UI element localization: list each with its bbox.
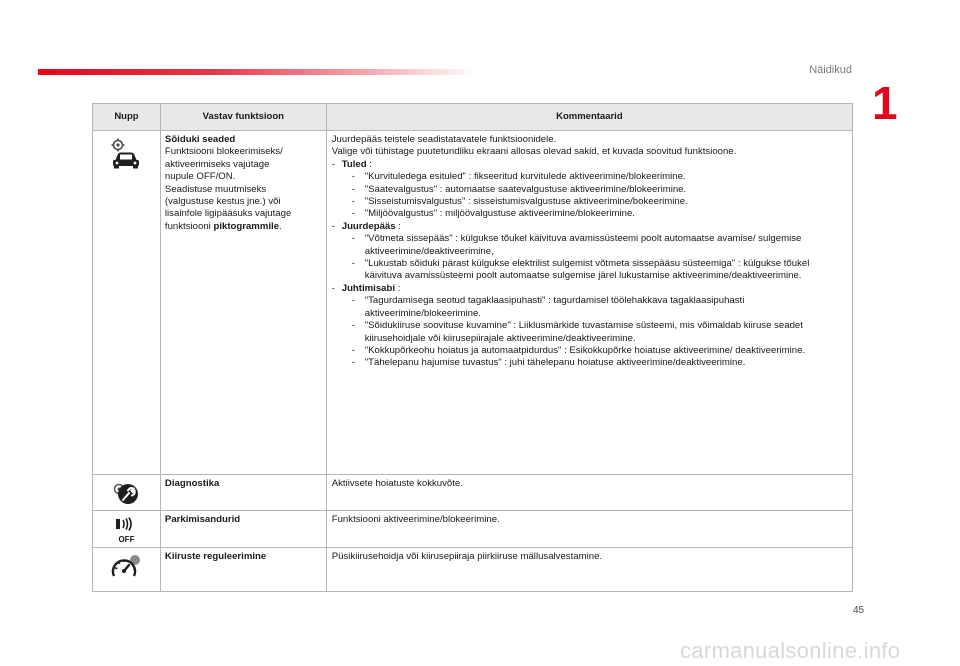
- comment-text: Püsikiirusehoidja või kiirusepiiraja piirkiiruse mällusalvestamine.: [331, 551, 603, 563]
- group-item: - "Sõidukiiruse soovituse kuvamine" : Liiklusmärkide tuvastamise süsteemi, mis võimaldab kiiruse seadet kiirusehoidjale või kiirusepiirajale aktiveerimine/deaktiveerimine.: [352, 320, 844, 345]
- function-cell: [160, 548, 326, 592]
- comment-text: Aktiivsete hoiatuste kokkuvõte.: [331, 478, 463, 489]
- function-desc-bold: piktogrammile: [213, 220, 280, 232]
- off-label: OFF: [118, 534, 135, 544]
- icon-cell: [93, 511, 161, 548]
- car-settings-icon[interactable]: [109, 137, 143, 171]
- watermark: carmanualsonline.info: [680, 638, 901, 663]
- function-desc-line: funktsiooni: [164, 220, 214, 232]
- function-title: Kiiruste reguleerimine: [164, 551, 267, 563]
- function-cell: [160, 475, 326, 511]
- function-desc-end: .: [279, 220, 282, 232]
- group-item: - "Miljöövalgustus" : miljöövalgustuse aktiveerimine/blokeerimine.: [352, 208, 844, 220]
- table-row: [93, 548, 853, 592]
- table-row: [93, 475, 853, 511]
- icon-cell: [93, 548, 161, 592]
- table-row: [93, 511, 853, 548]
- speedometer-icon[interactable]: [110, 554, 142, 582]
- comment-cell: [326, 131, 852, 475]
- group-item: - "Lukustab sõiduki pärast külgukse elektrilist sulgemist võtmeta sissepääsu süsteemiga" : külgukse tõukel käivituva avamissüsteemi poolt automaatse sulgemise järel lukustamise aktiveerimine/deaktiveerimine.: [352, 258, 844, 283]
- icon-cell: [93, 131, 161, 475]
- group-item: - "Võtmeta sissepääs" : külgukse tõukel käivituva avamissüsteemi poolt automaatse avamise/ sulgemise aktiveerimine/deaktiveerimine,: [352, 233, 844, 258]
- function-desc-line: nupule OFF/ON.: [164, 171, 236, 183]
- group-item: - "Sisseistumisvalgustus" : sisseistumisvalgustuse aktiveerimine/bokeerimine.: [352, 196, 844, 208]
- group-items: [342, 295, 844, 369]
- function-title: Parkimisandurid: [164, 514, 241, 526]
- group-name: Tuled: [341, 158, 367, 170]
- function-desc-line: (valgustuse kestus jne.) või: [164, 196, 281, 208]
- settings-group: - Tuled : - "Kurvituledega esituled" : fikseeritud kurvitulede aktiveerimine/blokeerimine. - "Saatevalgustus" : automaatse saatevalgustuse aktiveerimine/blokeerimine. - "Sisseistumisvalgustus" : sisseistumisvalgustuse aktiveerimine/bokeerimine. - "Miljöövalgustus" : miljöövalgustuse aktiveerimine/blokeerimine.: [332, 159, 844, 221]
- column-header: Kommentaarid: [326, 104, 852, 131]
- comment-cell: [326, 475, 852, 511]
- comment-intro: Juurdepääs teistele seadistatavatele funktsioonidele.: [331, 134, 557, 145]
- comment-cell: [326, 511, 852, 548]
- comment-intro: Valige või tühistage puutetundliku ekraani allosas olevad sakid, et kuvada soovitud funktsioone.: [331, 146, 737, 158]
- function-desc-line: lisainfole ligipääsuks vajutage: [164, 208, 292, 220]
- icon-cell: [93, 475, 161, 511]
- function-title: Sõiduki seaded: [164, 134, 236, 145]
- settings-group: - Juurdepääs : - "Võtmeta sissepääs" : külgukse tõukel käivituva avamissüsteemi poolt automaatse avamise/ sulgemise aktiveerimine/deaktiveerimine, - "Lukustab sõiduki pärast külgukse elektrilist sulgemist võtmeta sissepääsu süsteemiga" : külgukse tõukel käivituva avamissüsteemi poolt automaatse sulgemise järel lukustamise aktiveerimine/deaktiveerimine.: [332, 221, 844, 283]
- group-item: - "Tagurdamisega seotud tagaklaasipuhasti" : tagurdamisel töölehakkava tagaklaasipuhasti aktiveerimine/blokeerimine.: [352, 295, 844, 320]
- functions-table: [92, 103, 853, 592]
- group-items: [342, 171, 844, 221]
- group-items: [342, 233, 844, 283]
- group-item: - "Tähelepanu hajumise tuvastus" : juhi tähelepanu hoiatuse aktiveerimine/deaktiveerimine.: [352, 357, 844, 369]
- header-accent-bar: [38, 69, 478, 75]
- function-title: Diagnostika: [164, 478, 220, 489]
- chapter-number: 1: [872, 77, 898, 129]
- group-name: Juhtimisabi: [341, 282, 396, 294]
- group-item: - "Kokkupõrkeohu hoiatus ja automaatpidurdus" : Esikokkupõrke hoiatuse aktiveerimine/ deaktiveerimine.: [352, 345, 844, 357]
- settings-group: - Juhtimisabi : - "Tagurdamisega seotud tagaklaasipuhasti" : tagurdamisel töölehakkava tagaklaasipuhasti aktiveerimine/blokeerimine. - "Sõidukiiruse soovituse kuvamine" : Liiklusmärkide tuvastamise süsteemi, mis võimaldab kiiruse seadet kiirusehoidjale või kiirusepiirajale aktiveerimine/deaktiveerimine. - "Kokkupõrkeohu hoiatus ja automaatpidurdus" : Esikokkupõrke hoiatuse aktiveerimine/ deaktiveerimine. - "Tähelepanu hajumise tuvastus" : juhi tähelepanu hoiatuse aktiveerimine/deaktiveerimine.: [332, 283, 844, 370]
- group-item: - "Saatevalgustus" : automaatse saatevalgustuse aktiveerimine/blokeerimine.: [352, 184, 844, 196]
- column-header: Vastav funktsioon: [160, 104, 326, 131]
- settings-groups: [332, 159, 844, 370]
- page-number: 45: [853, 605, 865, 616]
- comment-text: Funktsiooni aktiveerimine/blokeerimine.: [331, 514, 500, 526]
- function-cell: [160, 131, 326, 475]
- diagnostics-wrench-icon[interactable]: [111, 481, 141, 505]
- comment-cell: [326, 548, 852, 592]
- section-title: Näidikud: [809, 64, 852, 76]
- function-desc-line: Seadistuse muutmiseks: [164, 183, 267, 195]
- function-desc-line: aktiveerimiseks vajutage: [164, 158, 270, 170]
- function-desc-line: Funktsiooni blokeerimiseks/: [164, 146, 283, 158]
- function-cell: [160, 511, 326, 548]
- group-name: Juurdepääs: [341, 220, 396, 232]
- parking-sensor-off-icon[interactable]: [115, 517, 137, 543]
- table-row: [93, 131, 853, 475]
- parking-sensor-icon: [115, 517, 137, 531]
- group-item: - "Kurvituledega esituled" : fikseeritud kurvitulede aktiveerimine/blokeerimine.: [352, 171, 844, 183]
- table-header-row: [93, 104, 853, 131]
- column-header: Nupp: [93, 104, 161, 131]
